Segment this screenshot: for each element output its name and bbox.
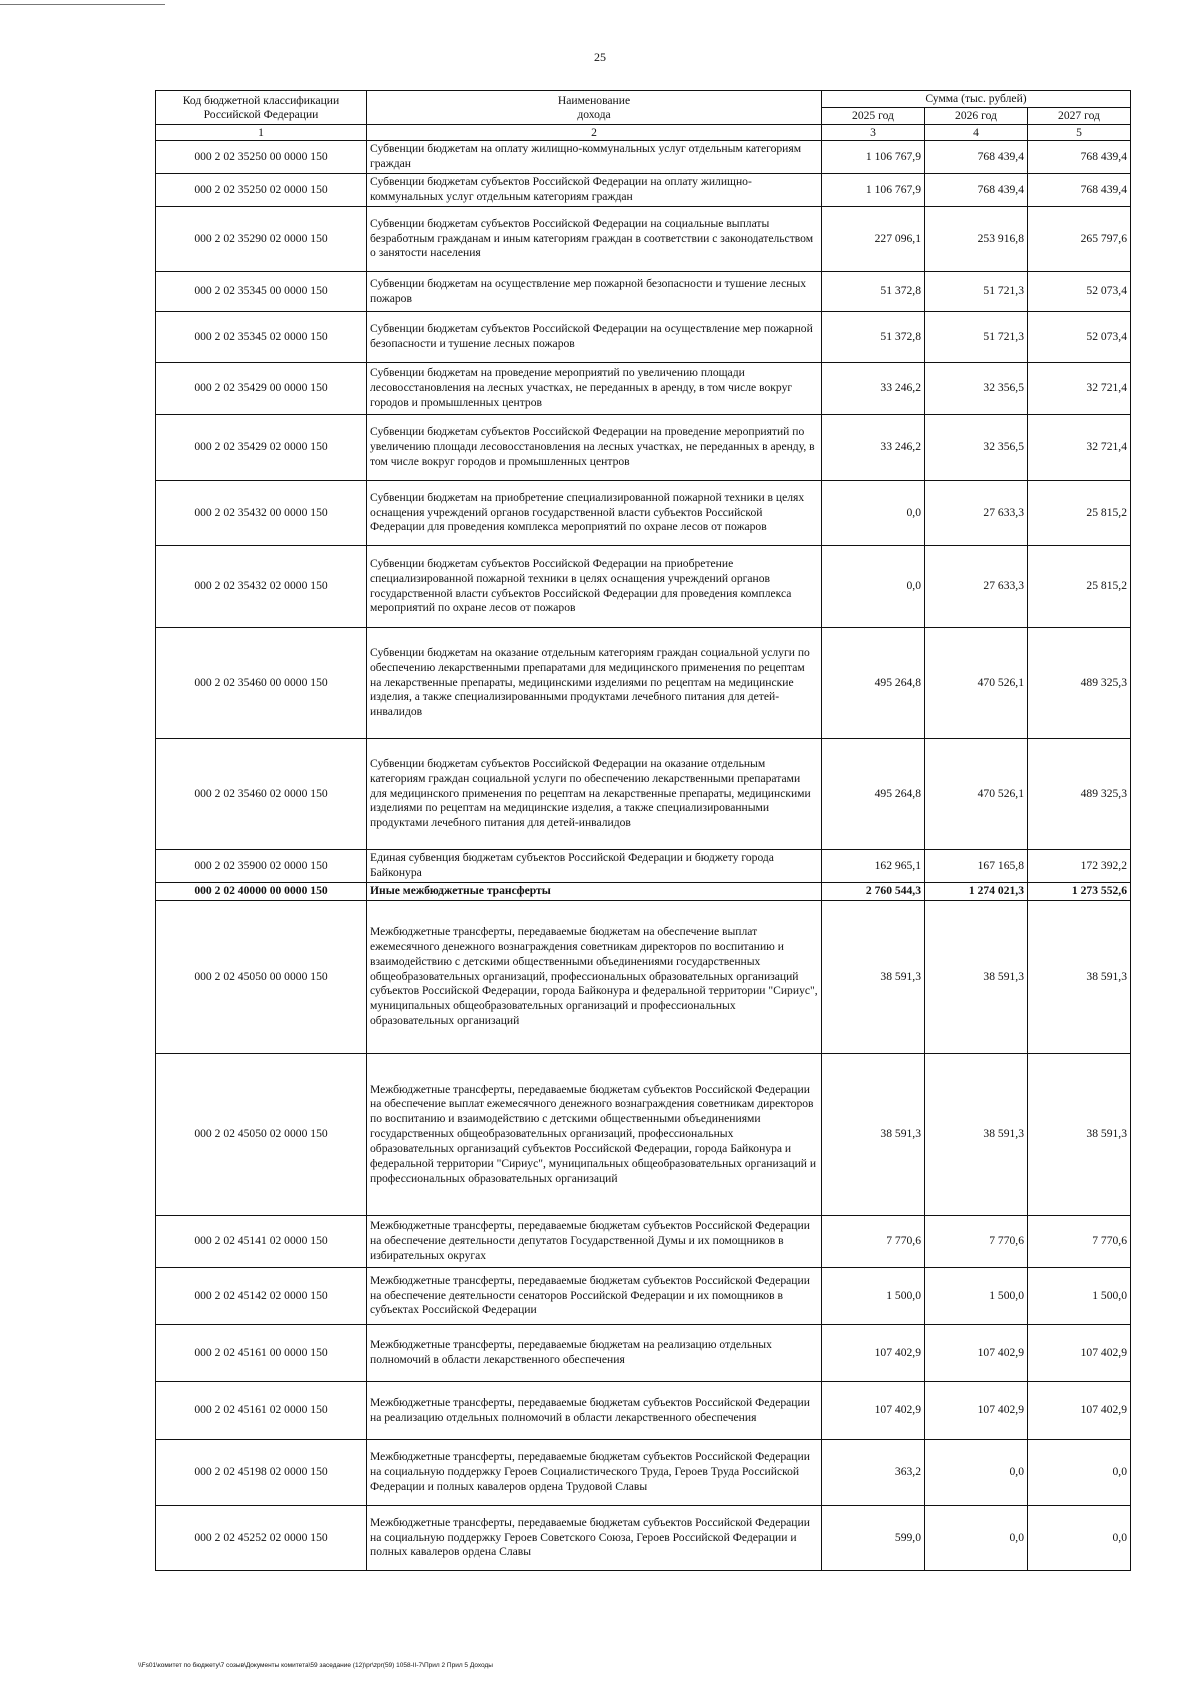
table-row: [156, 1216, 1131, 1268]
row-value-2025: 2 760 544,3: [822, 883, 925, 901]
row-value-2027: 172 392,2: [1028, 850, 1131, 883]
row-value-2026: 470 526,1: [925, 628, 1028, 739]
row-name: Межбюджетные трансферты, передаваемые бюджетам субъектов Российской Федерации на обеспечение выплат ежемесячного денежного вознаграждения советникам директоров по воспитанию и взаимодействию с детскими общественными объединениями государственных общеобразовательных организаций, профессиональных образовательных организаций субъектов Российской Федерации, города Байконура и федеральной территории "Сириус", муниципальных общеобразовательных организаций и профессиональных образовательных организаций: [367, 1054, 822, 1216]
row-code: 000 2 02 45161 02 0000 150: [156, 1382, 367, 1440]
row-value-2025: 1 106 767,9: [822, 174, 925, 207]
row-code: 000 2 02 35429 00 0000 150: [156, 363, 367, 415]
row-name: Субвенции бюджетам субъектов Российской Федерации на осуществление мер пожарной безопасности и тушение лесных пожаров: [367, 312, 822, 363]
row-value-2027: 25 815,2: [1028, 481, 1131, 546]
row-value-2025: 1 106 767,9: [822, 141, 925, 174]
row-name: Межбюджетные трансферты, передаваемые бюджетам субъектов Российской Федерации на обеспечение деятельности депутатов Государственной Думы и их помощников в избирательных округах: [367, 1216, 822, 1268]
row-value-2026: 27 633,3: [925, 481, 1028, 546]
row-value-2027: 489 325,3: [1028, 628, 1131, 739]
row-value-2026: 0,0: [925, 1506, 1028, 1571]
row-value-2025: 162 965,1: [822, 850, 925, 883]
row-value-2027: 1 273 552,6: [1028, 883, 1131, 901]
row-value-2025: 227 096,1: [822, 207, 925, 272]
row-value-2026: 470 526,1: [925, 739, 1028, 850]
row-code: 000 2 02 35460 02 0000 150: [156, 739, 367, 850]
row-code: 000 2 02 35900 02 0000 150: [156, 850, 367, 883]
table-body: [156, 141, 1131, 1571]
row-value-2027: 52 073,4: [1028, 272, 1131, 312]
row-code: 000 2 02 35290 02 0000 150: [156, 207, 367, 272]
row-code: 000 2 02 35345 02 0000 150: [156, 312, 367, 363]
table-row: [156, 739, 1131, 850]
table-row: [156, 1506, 1131, 1571]
row-value-2027: 7 770,6: [1028, 1216, 1131, 1268]
header-index-row: [156, 125, 1131, 141]
row-name: Субвенции бюджетам субъектов Российской Федерации на проведение мероприятий по увеличению площади лесовосстановления на лесных участках, не переданных в аренду, в том числе вокруг городов и промышленных центров: [367, 415, 822, 481]
row-code: 000 2 02 45050 00 0000 150: [156, 901, 367, 1054]
row-name: Межбюджетные трансферты, передаваемые бюджетам на реализацию отдельных полномочий в области лекарственного обеспечения: [367, 1325, 822, 1382]
table-row: [156, 628, 1131, 739]
row-code: 000 2 02 35345 00 0000 150: [156, 272, 367, 312]
row-value-2026: 0,0: [925, 1440, 1028, 1506]
row-value-2027: 52 073,4: [1028, 312, 1131, 363]
row-value-2025: 107 402,9: [822, 1325, 925, 1382]
row-value-2025: 38 591,3: [822, 901, 925, 1054]
row-value-2025: 363,2: [822, 1440, 925, 1506]
row-value-2025: 107 402,9: [822, 1382, 925, 1440]
row-value-2025: 51 372,8: [822, 312, 925, 363]
row-name: Субвенции бюджетам субъектов Российской Федерации на социальные выплаты безработным гражданам и иным категориям граждан в соответствии с законодательством о занятости населения: [367, 207, 822, 272]
row-code: 000 2 02 35429 02 0000 150: [156, 415, 367, 481]
index-1: 1: [156, 125, 367, 141]
row-name: Межбюджетные трансферты, передаваемые бюджетам субъектов Российской Федерации на социальную поддержку Героев Социалистического Труда, Героев Труда Российской Федерации и полных кавалеров ордена Трудовой Славы: [367, 1440, 822, 1506]
row-value-2027: 768 439,4: [1028, 174, 1131, 207]
index-5: 5: [1028, 125, 1131, 141]
row-value-2027: 0,0: [1028, 1506, 1131, 1571]
table-row: [156, 174, 1131, 207]
row-name: Межбюджетные трансферты, передаваемые бюджетам субъектов Российской Федерации на социальную поддержку Героев Советского Союза, Героев Российской Федерации и полных кавалеров ордена Славы: [367, 1506, 822, 1571]
row-value-2025: 0,0: [822, 546, 925, 628]
table-row: [156, 141, 1131, 174]
row-value-2026: 1 274 021,3: [925, 883, 1028, 901]
header-row-1: [156, 91, 1131, 108]
row-name: Субвенции бюджетам на проведение мероприятий по увеличению площади лесовосстановления на лесных участках, не переданных в аренду, в том числе вокруг городов и промышленных центров: [367, 363, 822, 415]
row-name: Иные межбюджетные трансферты: [367, 883, 822, 901]
row-name: Субвенции бюджетам субъектов Российской Федерации на оказание отдельным категориям граждан социальной услуги по обеспечению лекарственными препаратами для медицинского применения по рецептам на лекарственные препараты, медицинскими изделиями по рецептам на медицинские изделия, а также специализированными продуктами лечебного питания для детей-инвалидов: [367, 739, 822, 850]
row-value-2027: 265 797,6: [1028, 207, 1131, 272]
page-number: 25: [594, 50, 606, 64]
row-value-2027: 32 721,4: [1028, 415, 1131, 481]
row-value-2025: 495 264,8: [822, 739, 925, 850]
row-value-2027: 38 591,3: [1028, 1054, 1131, 1216]
row-code: 000 2 02 40000 00 0000 150: [156, 883, 367, 901]
row-value-2027: 1 500,0: [1028, 1268, 1131, 1325]
row-code: 000 2 02 35432 00 0000 150: [156, 481, 367, 546]
row-value-2027: 107 402,9: [1028, 1382, 1131, 1440]
table-row: [156, 901, 1131, 1054]
row-value-2025: 599,0: [822, 1506, 925, 1571]
row-code: 000 2 02 35460 00 0000 150: [156, 628, 367, 739]
row-value-2025: 33 246,2: [822, 363, 925, 415]
row-code: 000 2 02 45050 02 0000 150: [156, 1054, 367, 1216]
table-row: [156, 363, 1131, 415]
row-value-2025: 7 770,6: [822, 1216, 925, 1268]
row-code: 000 2 02 35250 00 0000 150: [156, 141, 367, 174]
row-value-2026: 253 916,8: [925, 207, 1028, 272]
row-value-2026: 51 721,3: [925, 272, 1028, 312]
row-code: 000 2 02 45141 02 0000 150: [156, 1216, 367, 1268]
header-year-2026: 2026 год: [925, 108, 1028, 125]
table-row: [156, 883, 1131, 901]
index-4: 4: [925, 125, 1028, 141]
row-value-2025: 495 264,8: [822, 628, 925, 739]
table-row: [156, 850, 1131, 883]
table-row: [156, 415, 1131, 481]
row-name: Субвенции бюджетам на осуществление мер пожарной безопасности и тушение лесных пожаров: [367, 272, 822, 312]
row-name: Межбюджетные трансферты, передаваемые бюджетам субъектов Российской Федерации на реализацию отдельных полномочий в области лекарственного обеспечения: [367, 1382, 822, 1440]
row-name: Межбюджетные трансферты, передаваемые бюджетам субъектов Российской Федерации на обеспечение деятельности сенаторов Российской Федерации и их помощников в субъектах Российской Федерации: [367, 1268, 822, 1325]
table-row: [156, 1382, 1131, 1440]
header-sum: Сумма (тыс. рублей): [822, 91, 1131, 108]
row-name: Межбюджетные трансферты, передаваемые бюджетам на обеспечение выплат ежемесячного денежного вознаграждения советникам директоров по воспитанию и взаимодействию с детскими общественными объединениями государственных общеобразовательных организаций, профессиональных образовательных организаций субъектов Российской Федерации, города Байконура и федеральной территории "Сириус", муниципальных общеобразовательных организаций и профессиональных образовательных организаций: [367, 901, 822, 1054]
row-code: 000 2 02 45252 02 0000 150: [156, 1506, 367, 1571]
row-value-2026: 38 591,3: [925, 1054, 1028, 1216]
table-row: [156, 1440, 1131, 1506]
table-row: [156, 1268, 1131, 1325]
row-value-2026: 107 402,9: [925, 1325, 1028, 1382]
row-name: Субвенции бюджетам на оказание отдельным категориям граждан социальной услуги по обеспечению лекарственными препаратами для медицинского применения по рецептам на лекарственные препараты, медицинскими изделиями по рецептам на медицинские изделия, а также специализированными продуктами лечебного питания для детей-инвалидов: [367, 628, 822, 739]
row-name: Субвенции бюджетам на приобретение специализированной пожарной техники в целях оснащения учреждений органов государственной власти субъектов Российской Федерации для проведения комплекса мероприятий по охране лесов от пожаров: [367, 481, 822, 546]
row-code: 000 2 02 35250 02 0000 150: [156, 174, 367, 207]
row-code: 000 2 02 45161 00 0000 150: [156, 1325, 367, 1382]
row-value-2025: 1 500,0: [822, 1268, 925, 1325]
row-value-2026: 51 721,3: [925, 312, 1028, 363]
row-value-2026: 27 633,3: [925, 546, 1028, 628]
table-row: [156, 481, 1131, 546]
row-value-2027: 107 402,9: [1028, 1325, 1131, 1382]
row-code: 000 2 02 45198 02 0000 150: [156, 1440, 367, 1506]
row-value-2025: 51 372,8: [822, 272, 925, 312]
row-value-2026: 32 356,5: [925, 363, 1028, 415]
table-row: [156, 546, 1131, 628]
row-value-2027: 32 721,4: [1028, 363, 1131, 415]
row-value-2026: 167 165,8: [925, 850, 1028, 883]
header-name: Наименование дохода: [367, 91, 822, 125]
table-row: [156, 207, 1131, 272]
row-value-2026: 768 439,4: [925, 174, 1028, 207]
header-year-2025: 2025 год: [822, 108, 925, 125]
row-value-2025: 33 246,2: [822, 415, 925, 481]
header-year-2027: 2027 год: [1028, 108, 1131, 125]
row-code: 000 2 02 35432 02 0000 150: [156, 546, 367, 628]
table-row: [156, 1054, 1131, 1216]
table-row: [156, 272, 1131, 312]
row-value-2026: 768 439,4: [925, 141, 1028, 174]
row-name: Субвенции бюджетам субъектов Российской Федерации на оплату жилищно-коммунальных услуг отдельным категориям граждан: [367, 174, 822, 207]
row-value-2026: 7 770,6: [925, 1216, 1028, 1268]
table-row: [156, 312, 1131, 363]
index-3: 3: [822, 125, 925, 141]
row-value-2025: 0,0: [822, 481, 925, 546]
header-code: Код бюджетной классификации Российской Федерации: [156, 91, 367, 125]
row-value-2026: 107 402,9: [925, 1382, 1028, 1440]
scan-edge-line: [0, 4, 165, 5]
row-value-2027: 25 815,2: [1028, 546, 1131, 628]
row-value-2027: 0,0: [1028, 1440, 1131, 1506]
row-name: Единая субвенция бюджетам субъектов Российской Федерации и бюджету города Байконура: [367, 850, 822, 883]
row-value-2027: 38 591,3: [1028, 901, 1131, 1054]
table-row: [156, 1325, 1131, 1382]
row-name: Субвенции бюджетам на оплату жилищно-коммунальных услуг отдельным категориям граждан: [367, 141, 822, 174]
row-value-2027: 489 325,3: [1028, 739, 1131, 850]
row-name: Субвенции бюджетам субъектов Российской Федерации на приобретение специализированной пожарной техники в целях оснащения учреждений органов государственной власти субъектов Российской Федерации для проведения комплекса мероприятий по охране лесов от пожаров: [367, 546, 822, 628]
row-value-2026: 32 356,5: [925, 415, 1028, 481]
row-value-2026: 1 500,0: [925, 1268, 1028, 1325]
row-value-2025: 38 591,3: [822, 1054, 925, 1216]
row-code: 000 2 02 45142 02 0000 150: [156, 1268, 367, 1325]
row-value-2027: 768 439,4: [1028, 141, 1131, 174]
budget-table: [155, 90, 1131, 1571]
index-2: 2: [367, 125, 822, 141]
row-value-2026: 38 591,3: [925, 901, 1028, 1054]
footer-file-path: \\Fs01\комитет по бюджету\7 созыв\Документы комитета\59 заседание (12)\pr\zpr(59) 1058-II-7\Прил 2 Прил 5 Доходы: [138, 1662, 493, 1669]
